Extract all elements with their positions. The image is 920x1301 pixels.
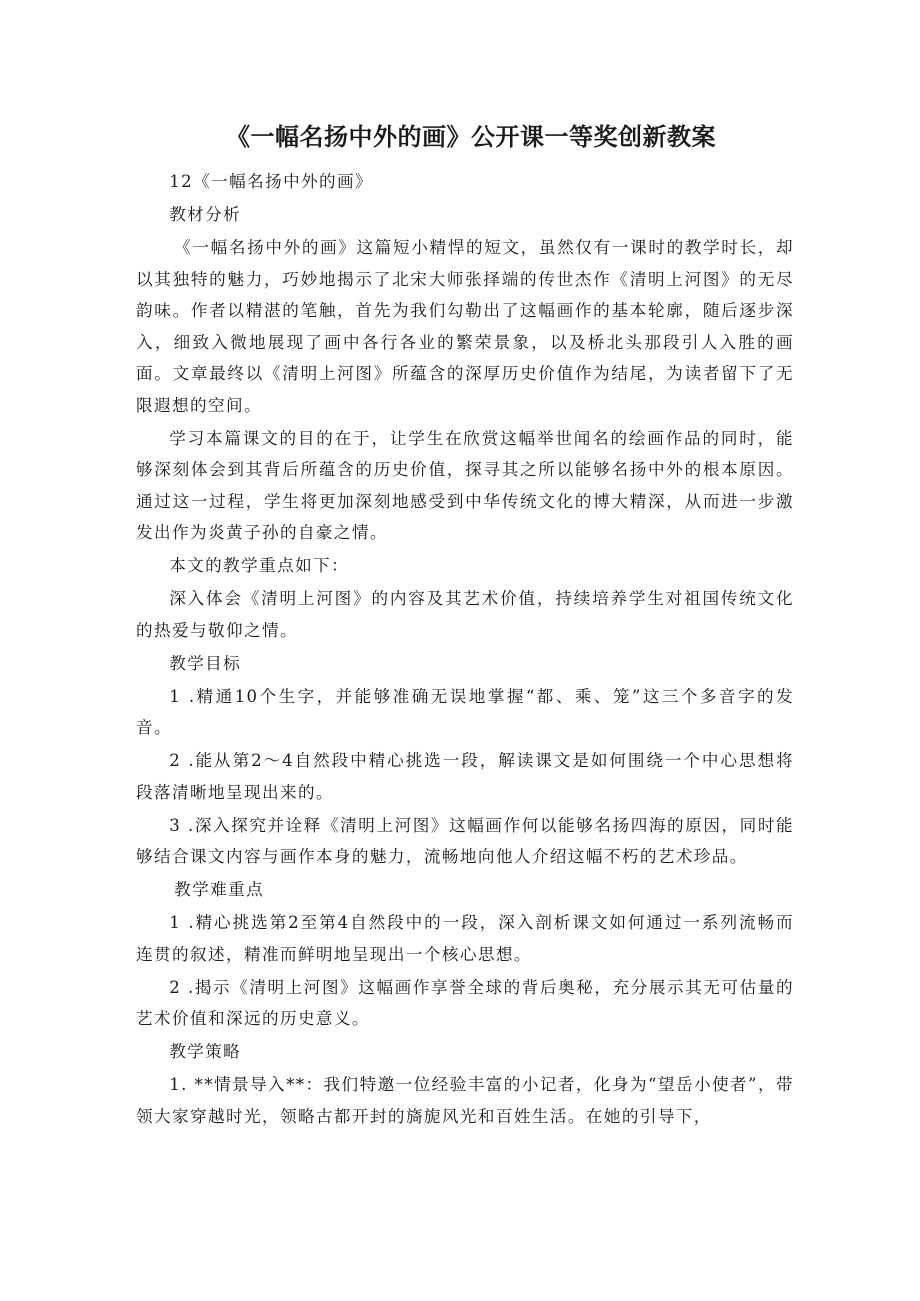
focus-text: 深入体会《清明上河图》的内容及其艺术价值，持续培养学生对祖国传统文化的热爱与敬仰之情。 [136,589,794,640]
goal-item-3: 3 .深入探究并诠释《清明上河图》这幅画作何以能够名扬四海的原因，同时能够结合课文内容与画作本身的魅力，流畅地向他人介绍这幅不朽的艺术珍品。 [136,815,794,867]
focus-intro: 本文的教学重点如下： [169,556,350,576]
section-heading-goals: 教学目标 [169,653,242,673]
goal-item-2: 2 .能从第2～4自然段中精心挑选一段，解读课文是如何围绕一个中心思想将段落清晰地呈现出来的。 [136,751,794,802]
document-title: 《一幅名扬中外的画》公开课一等奖创新教案 [226,123,716,151]
analysis-paragraph-1: 《一幅名扬中外的画》这篇短小精悍的短文，虽然仅有一课时的教学时长，却以其独特的魅力，巧妙地揭示了北宋大师张择端的传世杰作《清明上河图》的无尽韵味。作者以精湛的笔触，首先为我们勾勒出了这幅画作的基本轮廓，随后逐步深入，细致入微地展现了画中各行各业的繁荣景象，以及桥北头那段引人入胜的画面。文章最终以《清明上河图》所蕴含的深厚历史价值作为结尾，为读者留下了无限遐想的空间。 [136,238,794,415]
difficulty-item-1: 1 .精心挑选第2至第4自然段中的一段，深入剖析课文如何通过一系列流畅而连贯的叙述，精准而鲜明地呈现出一个核心思想。 [136,913,794,964]
strategy-item-1: 1. **情景导入**：我们特邀一位经验丰富的小记者，化身为“望岳小使者”，带领大家穿越时光，领略古都开封的旖旎风光和百姓生活。在她的引导下， [136,1075,794,1126]
section-heading-strategy: 教学策略 [169,1042,242,1062]
analysis-paragraph-2: 学习本篇课文的目的在于，让学生在欣赏这幅举世闻名的绘画作品的同时，能够深刻体会到其背后所蕴含的历史价值，探寻其之所以能够名扬中外的根本原因。通过这一过程，学生将更加深刻地感受到中华传统文化的博大精深，从而进一步激发出作为炎黄子孙的自豪之情。 [136,428,794,543]
lesson-heading: 12《一幅名扬中外的画》 [169,172,374,192]
difficulty-item-2: 2 .揭示《清明上河图》这幅画作享誉全球的背后奥秘，充分展示其无可估量的艺术价值和深远的历史意义。 [136,977,794,1029]
section-heading-difficulty: 教学难重点 [174,880,265,900]
goal-item-1: 1 .精通10个生字，并能够准确无误地掌握“都、乘、笼”这三个多音字的发音。 [136,686,794,738]
section-heading-analysis: 教材分析 [169,205,242,225]
